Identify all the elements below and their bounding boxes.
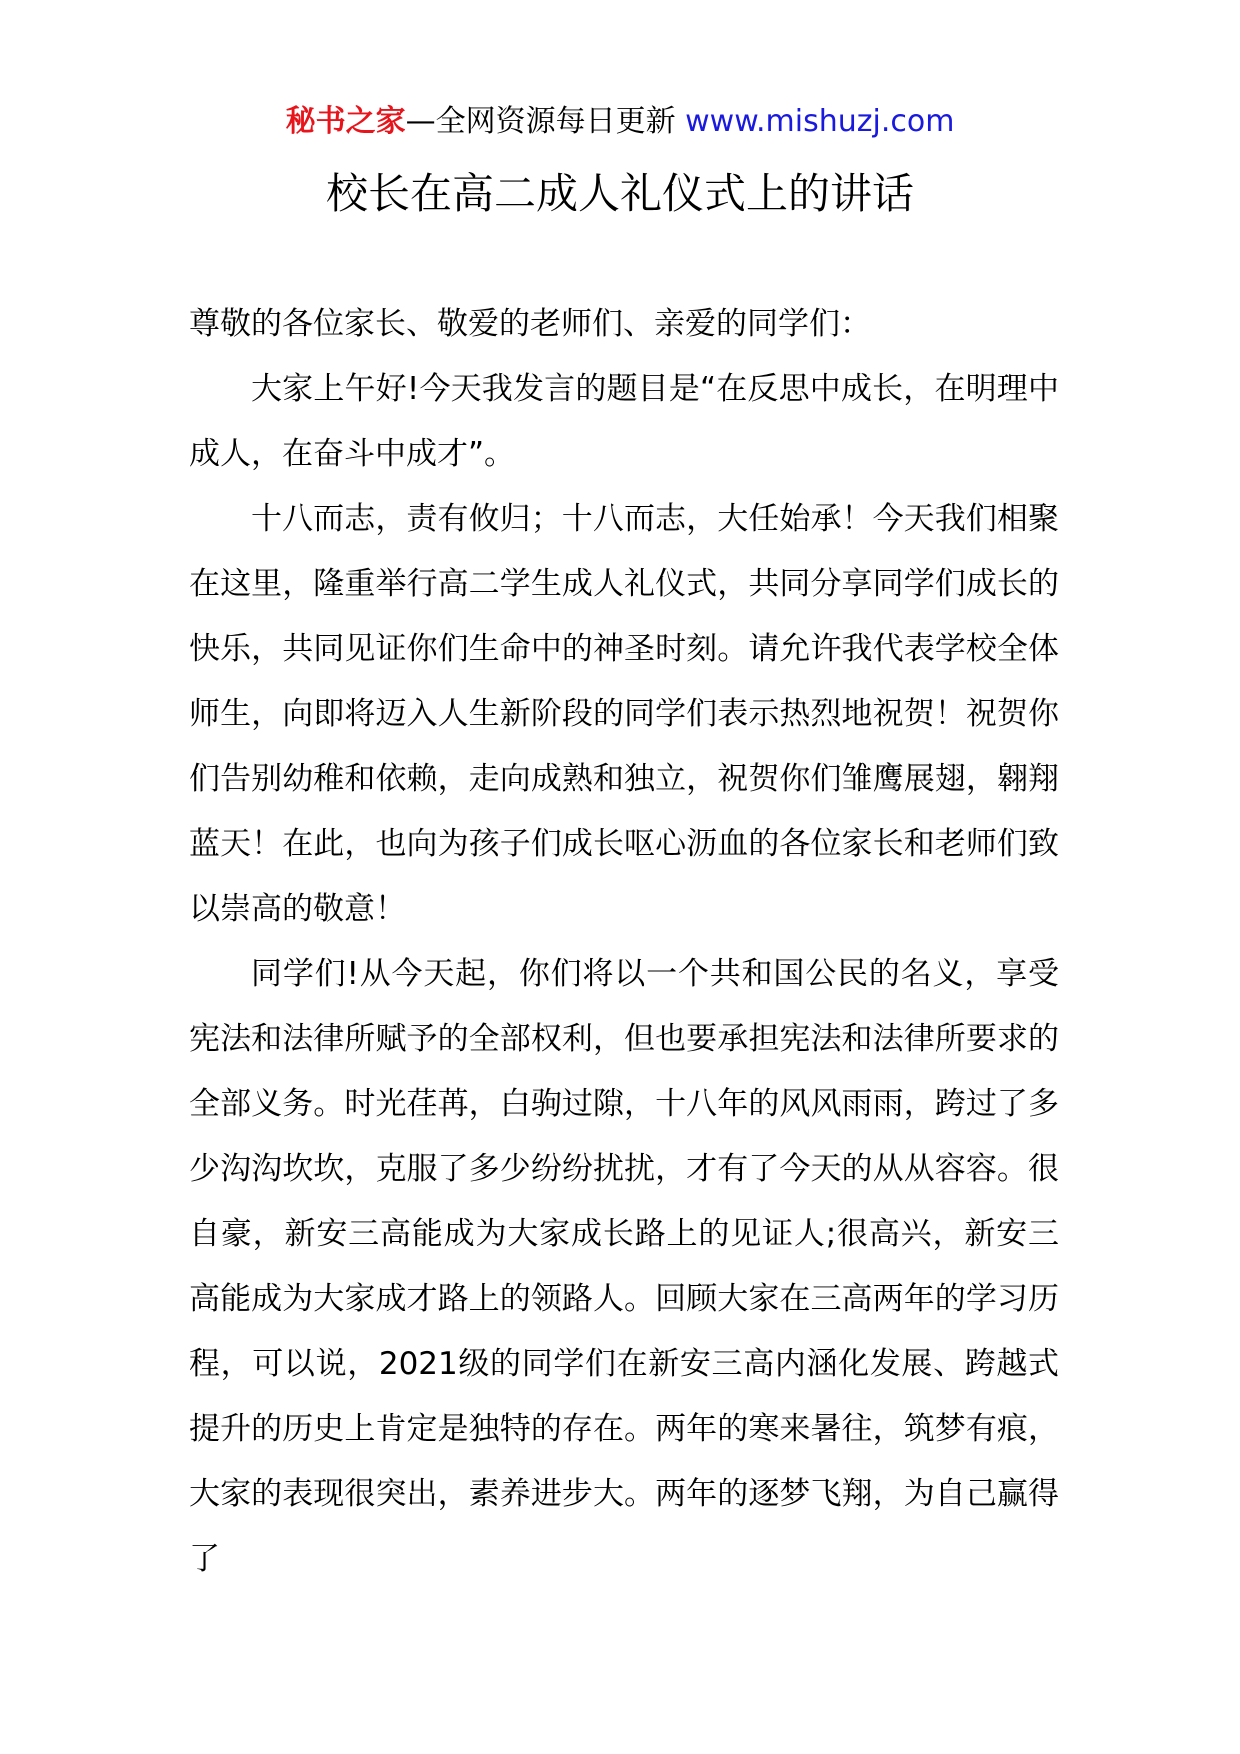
- site-brand: 秘书之家: [285, 104, 406, 139]
- paragraph-3: 同学们!从今天起，你们将以一个共和国公民的名义，享受宪法和法律所赋予的全部权利，但也要承担宪法和法律所要求的全部义务。时光荏苒，白驹过隙，十八年的风风雨雨，跨过了多少沟沟坎坎，克服了多少纷纷扰扰，才有了今天的从从容容。很自豪，新安三高能成为大家成长路上的见证人;很高兴，新安三高能成为大家成才路上的领路人。回顾大家在三高两年的学习历程，可以说，2021级的同学们在新安三高内涵化发展、跨越式提升的历史上肯定是独特的存在。两年的寒来暑往，筑梦有痕，大家的表现很突出，素养进步大。两年的逐梦飞翔，为自己赢得了: [189, 956, 1059, 1577]
- site-tagline: —全网资源每日更新: [405, 104, 676, 139]
- site-url-link[interactable]: www.mishuzj.com: [685, 104, 955, 139]
- document-body: [189, 292, 1059, 1592]
- paragraph-1: 大家上午好!今天我发言的题目是“在反思中成长，在明理中成人，在奋斗中成才”。: [189, 371, 1059, 472]
- paragraph-2: 十八而志，责有攸归；十八而志，大任始承！今天我们相聚在这里，隆重举行高二学生成人礼仪式，共同分享同学们成长的快乐，共同见证你们生命中的神圣时刻。请允许我代表学校全体师生，向即将迈入人生新阶段的同学们表示热烈地祝贺！祝贺你们告别幼稚和依赖，走向成熟和独立，祝贺你们雏鹰展翅，翱翔蓝天！在此，也向为孩子们成长呕心沥血的各位家长和老师们致以崇高的敬意！: [189, 501, 1059, 927]
- site-header: [0, 100, 1240, 144]
- salutation: 尊敬的各位家长、敬爱的老师们、亲爱的同学们：: [189, 306, 871, 342]
- document-title: 校长在高二成人礼仪式上的讲话: [325, 169, 914, 218]
